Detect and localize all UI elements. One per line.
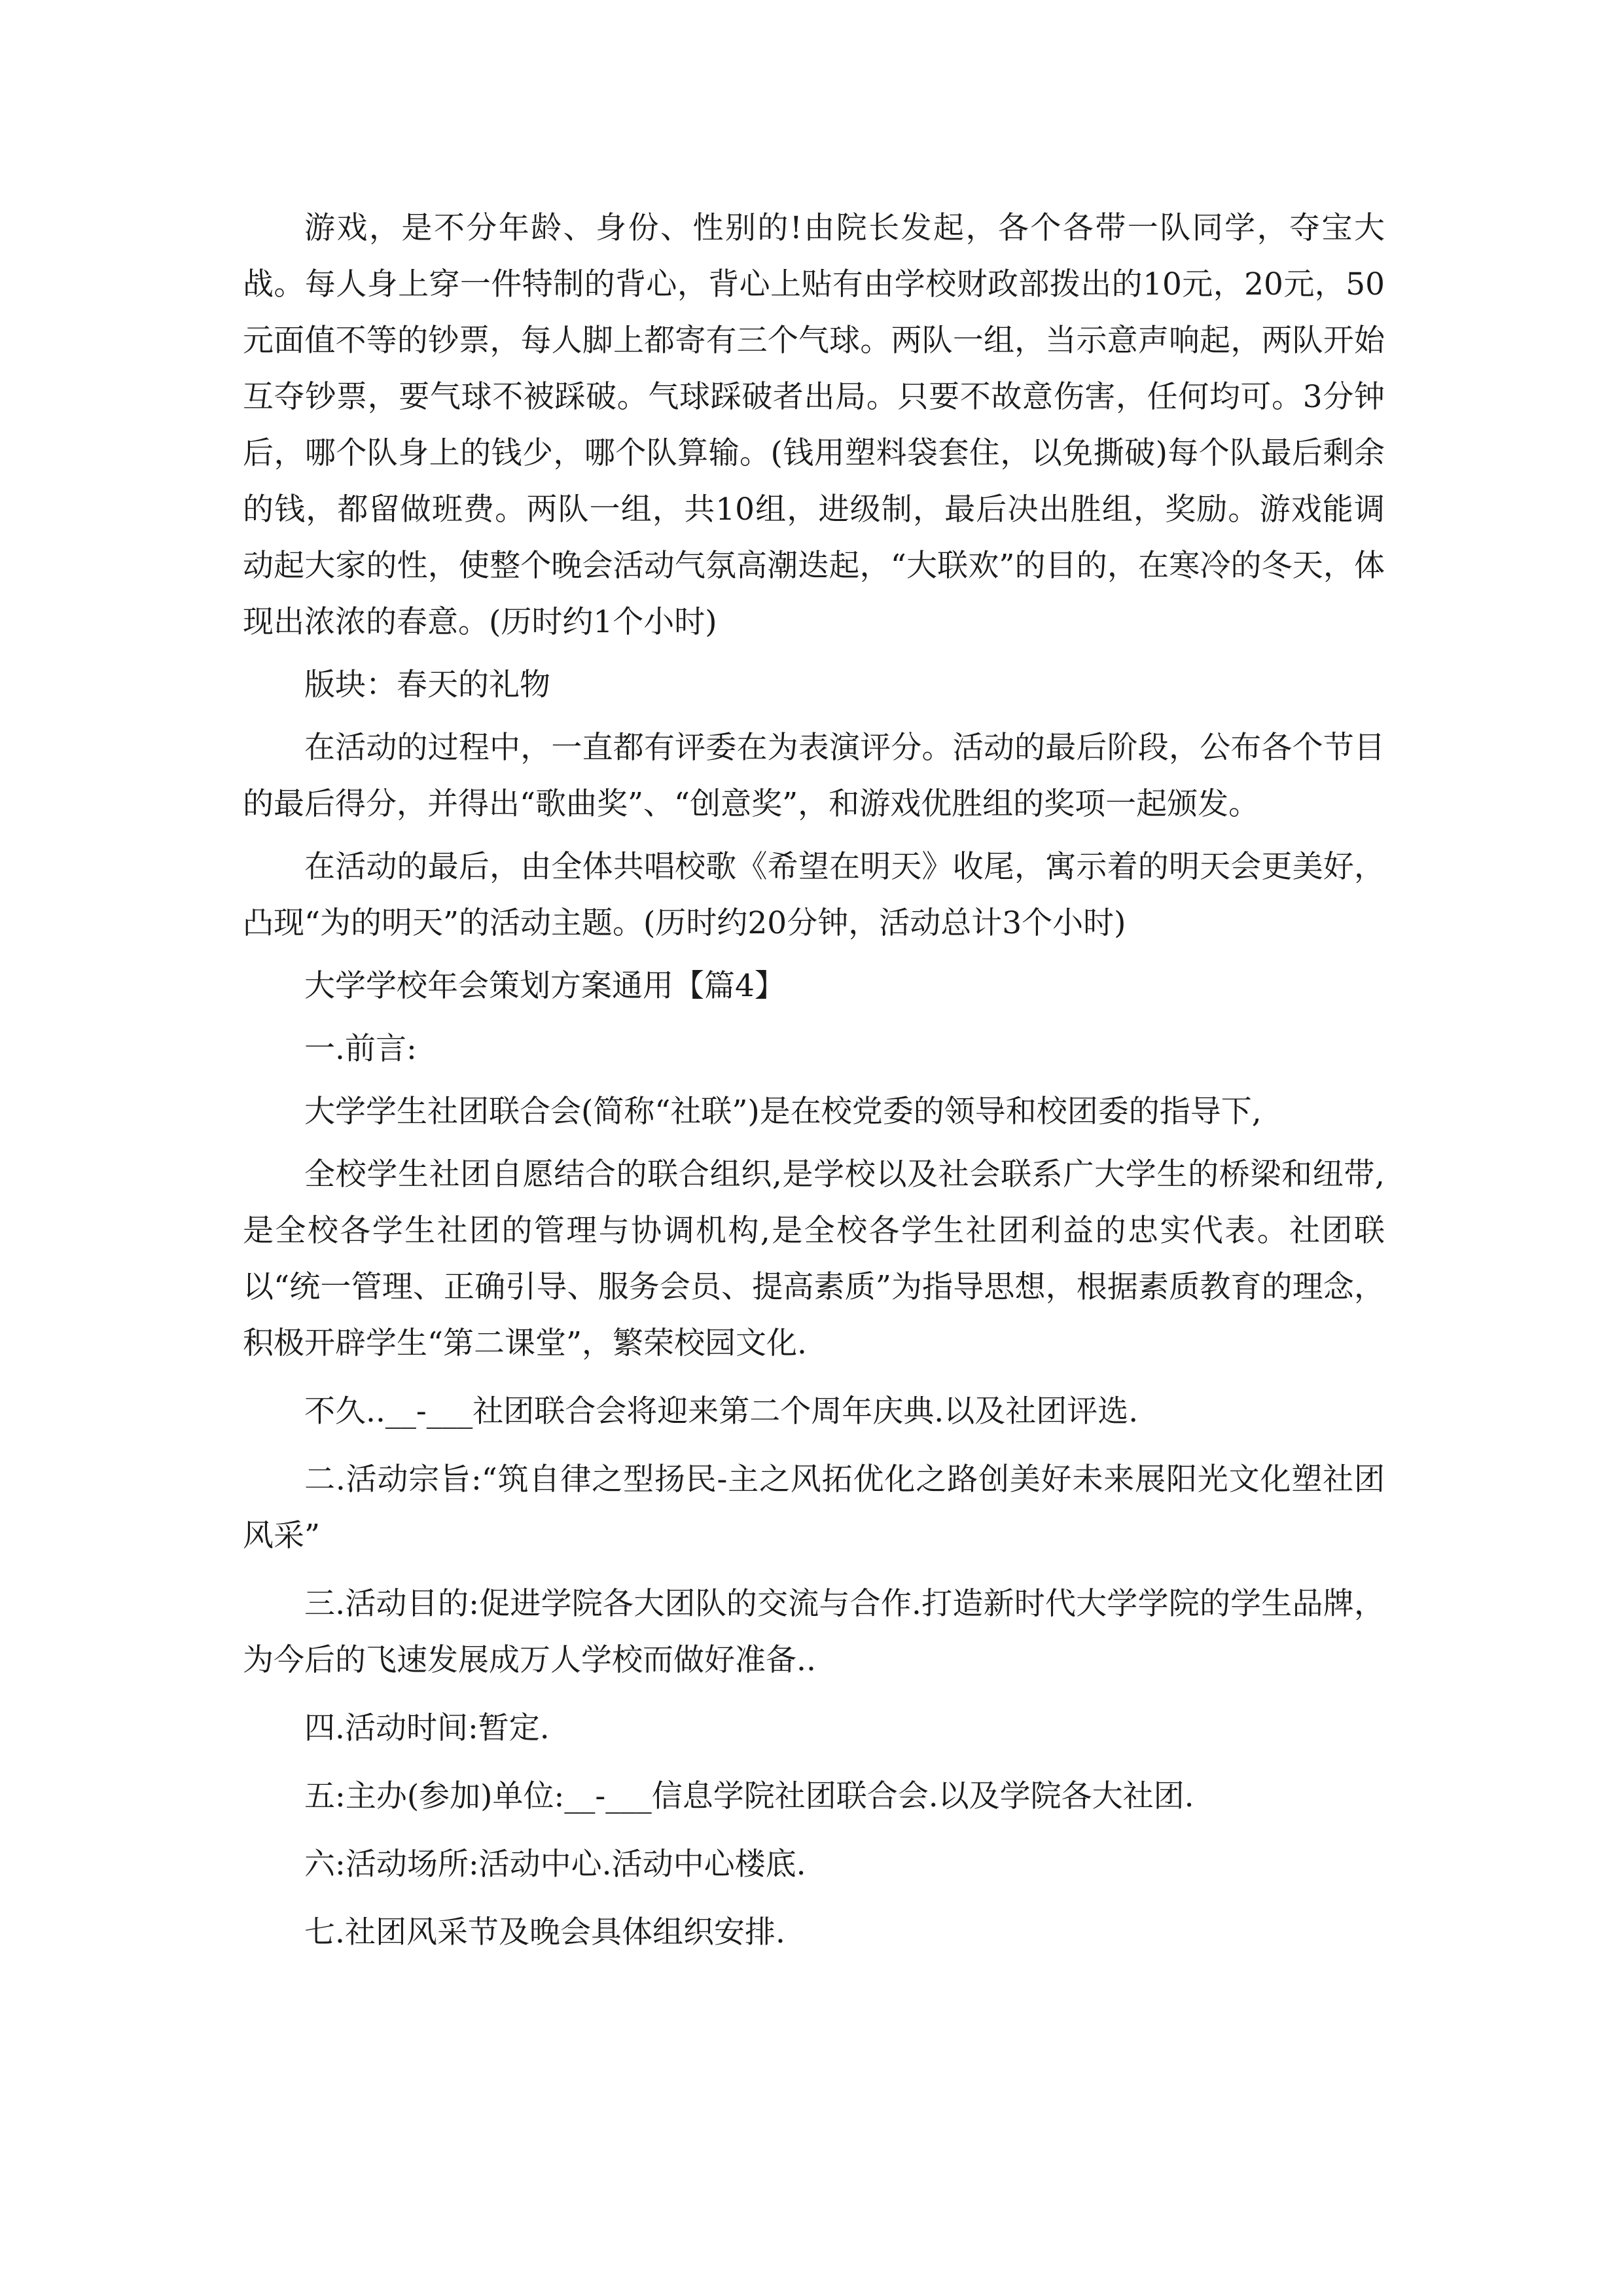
heading-preface: 一.前言: [304,1031,417,1067]
paragraph-game-description: 游戏，是不分年龄、身份、性别的!由院长发起，各个各带一队同学，夺宝大战。每人身上穿一件特制的背心，背心上贴有由学校财政部拨出的10元，20元，50元面值不等的钞票，每人脚上都寄有三个气球。两队一组，当示意声响起，两队开始互夺钞票，要气球不被踩破。气球踩破者出局。只要不故意伤害，任何均可。3分钟后，哪个队身上的钱少，哪个队算输。(钱用塑料袋套住，以免撕破)每个队最后剩余的钱，都留做班费。两队一组，共10组，进级制，最后决出胜组，奖励。游戏能调动起大家的性，使整个晚会活动气氛高潮迭起，“大联欢”的目的，在寒冷的冬天，体现出浓浓的春意。(历时约1个小时) [243,210,1385,640]
paragraph-arrangement: 七.社团风采节及晚会具体组织安排. [304,1914,785,1950]
paragraph-judging: 在活动的过程中，一直都有评委在为表演评分。活动的最后阶段，公布各个节目的最后得分，并得出“歌曲奖”、“创意奖”，和游戏优胜组的奖项一起颁发。 [243,730,1385,822]
paragraph-section-spring-gift: 版块：春天的礼物 [304,667,550,703]
paragraph-activity-goal: 三.活动目的:促进学院各大团队的交流与合作.打造新时代大学学院的学生品牌，为今后的飞速发展成万人学校而做好准备.. [243,1586,1385,1678]
paragraph-student-union-details: 全校学生社团自愿结合的联合组织,是学校以及社会联系广大学生的桥梁和纽带,是全校各学生社团的管理与协调机构,是全校各学生社团利益的忠实代表。社团联以“统一管理、正确引导、服务会员、提高素质”为指导思想，根据素质教育的理念，积极开辟学生“第二课堂”，繁荣校园文化. [243,1157,1385,1361]
paragraph-organizer: 五:主办(参加)单位:__-___信息学院社团联合会.以及学院各大社团. [304,1778,1194,1814]
document-body [243,200,1385,1961]
paragraph-activity-purpose-motto: 二.活动宗旨:“筑自律之型扬民-主之风拓优化之路创美好未来展阳光文化塑社团风采” [243,1462,1385,1554]
section-heading-part-4: 大学学校年会策划方案通用【篇4】 [304,968,785,1004]
paragraph-student-union-intro: 大学学生社团联合会(简称“社联”)是在校党委的领导和校团委的指导下, [304,1094,1262,1130]
paragraph-activity-time: 四.活动时间:暂定. [304,1710,550,1746]
paragraph-venue: 六:活动场所:活动中心.活动中心楼底. [304,1846,806,1882]
paragraph-anniversary: 不久..__-___社团联合会将迎来第二个周年庆典.以及社团评选. [304,1393,1139,1429]
paragraph-closing-song: 在活动的最后，由全体共唱校歌《希望在明天》收尾，寓示着的明天会更美好，凸现“为的明天”的活动主题。(历时约20分钟，活动总计3个小时) [243,849,1385,941]
